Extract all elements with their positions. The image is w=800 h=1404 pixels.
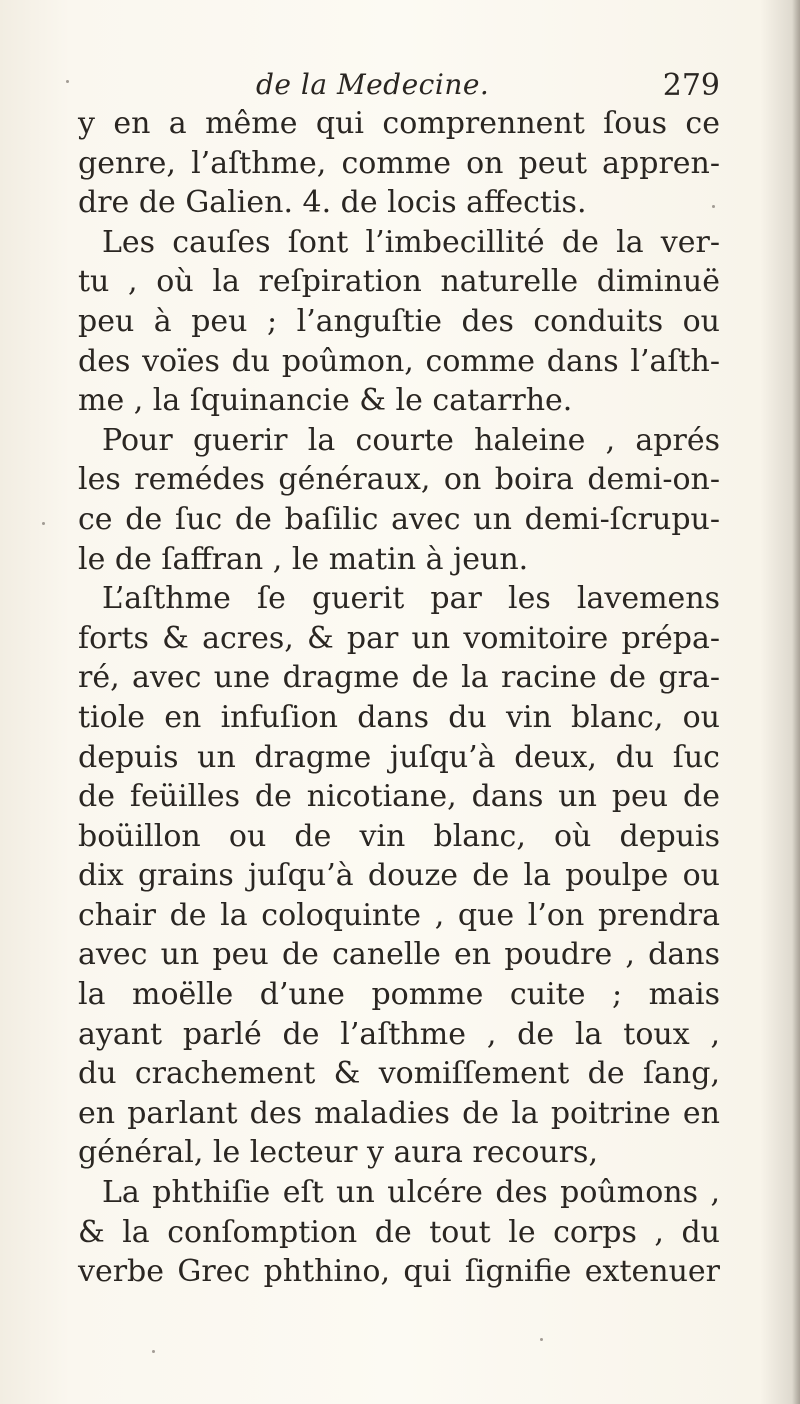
text-line: de feüilles de nicotiane, dans un peu de	[78, 779, 720, 815]
running-head	[78, 68, 720, 108]
text-line: tiole en infuſion dans du vin blanc, ou	[78, 699, 720, 735]
text-line: des voïes du poûmon, comme dans l’aſth-	[78, 343, 720, 379]
page-edge-shadow	[792, 0, 800, 1404]
text-line: en parlant des maladies de la poitrine en	[78, 1095, 720, 1131]
text-line: ce de ſuc de baſilic avec un demi-ſcrupu-	[78, 501, 720, 537]
text-line: dix grains juſqu’à douze de la poulpe ou	[78, 858, 720, 894]
text-line: me , la ſquinancie & le catarrhe.	[78, 383, 573, 419]
text-line: ré, avec une dragme de la racine de gra-	[78, 660, 720, 696]
text-line: y en a même qui comprennent ſous ce	[78, 106, 720, 141]
paper-speck	[42, 522, 45, 525]
text-line: les remédes généraux, on boira demi-on-	[78, 462, 720, 498]
text-line: verbe Grec phthino, qui ſignifie extenuer	[78, 1254, 720, 1290]
text-line: ayant parlé de l’aſthme , de la toux ,	[78, 1016, 720, 1052]
text-line: dre de Galien. 4. de locis affectis.	[78, 185, 587, 221]
paper-speck	[712, 205, 715, 208]
text-line: peu à peu ; l’anguſtie des conduits ou	[78, 303, 720, 339]
paper-speck	[66, 80, 69, 83]
paragraph-start-line: L’aſthme ſe guerit par les lavemens	[102, 581, 720, 617]
paragraph-start-line: Les cauſes ſont l’imbecillité de la ver-	[102, 224, 720, 260]
text-line: forts & acres, & par un vomitoire prépa-	[78, 620, 720, 656]
paragraph-start-line: La phthiſie eſt un ulcére des poûmons ,	[102, 1175, 720, 1211]
page-number: 279	[662, 68, 720, 103]
running-head-title: de la Medecine.	[256, 68, 490, 101]
text-line: tu , où la reſpiration naturelle diminuë	[78, 264, 720, 300]
body-text	[78, 104, 720, 1292]
paragraph-start-line: Pour guerir la courte haleine , aprés	[102, 422, 720, 458]
text-line: boüillon ou de vin blanc, où depuis	[78, 818, 720, 854]
text-line: du crachement & vomiſſement de ſang,	[78, 1056, 720, 1092]
text-line: chair de la coloquinte , que l’on prendra	[78, 897, 720, 933]
paper-speck	[152, 1350, 155, 1353]
text-line: depuis un dragme juſqu’à deux, du ſuc	[78, 739, 720, 775]
text-line: la moëlle d’une pomme cuite ; mais	[78, 977, 720, 1013]
text-line: général, le lecteur y aura recours,	[78, 1135, 598, 1171]
paper-speck	[540, 1338, 543, 1341]
text-line: & la conſomption de tout le corps , du	[78, 1214, 720, 1250]
text-line: le de ſaffran , le matin à jeun.	[78, 541, 529, 577]
text-line: avec un peu de canelle en poudre , dans	[78, 937, 720, 973]
text-line: genre, l’aſthme, comme on peut appren-	[78, 145, 720, 181]
